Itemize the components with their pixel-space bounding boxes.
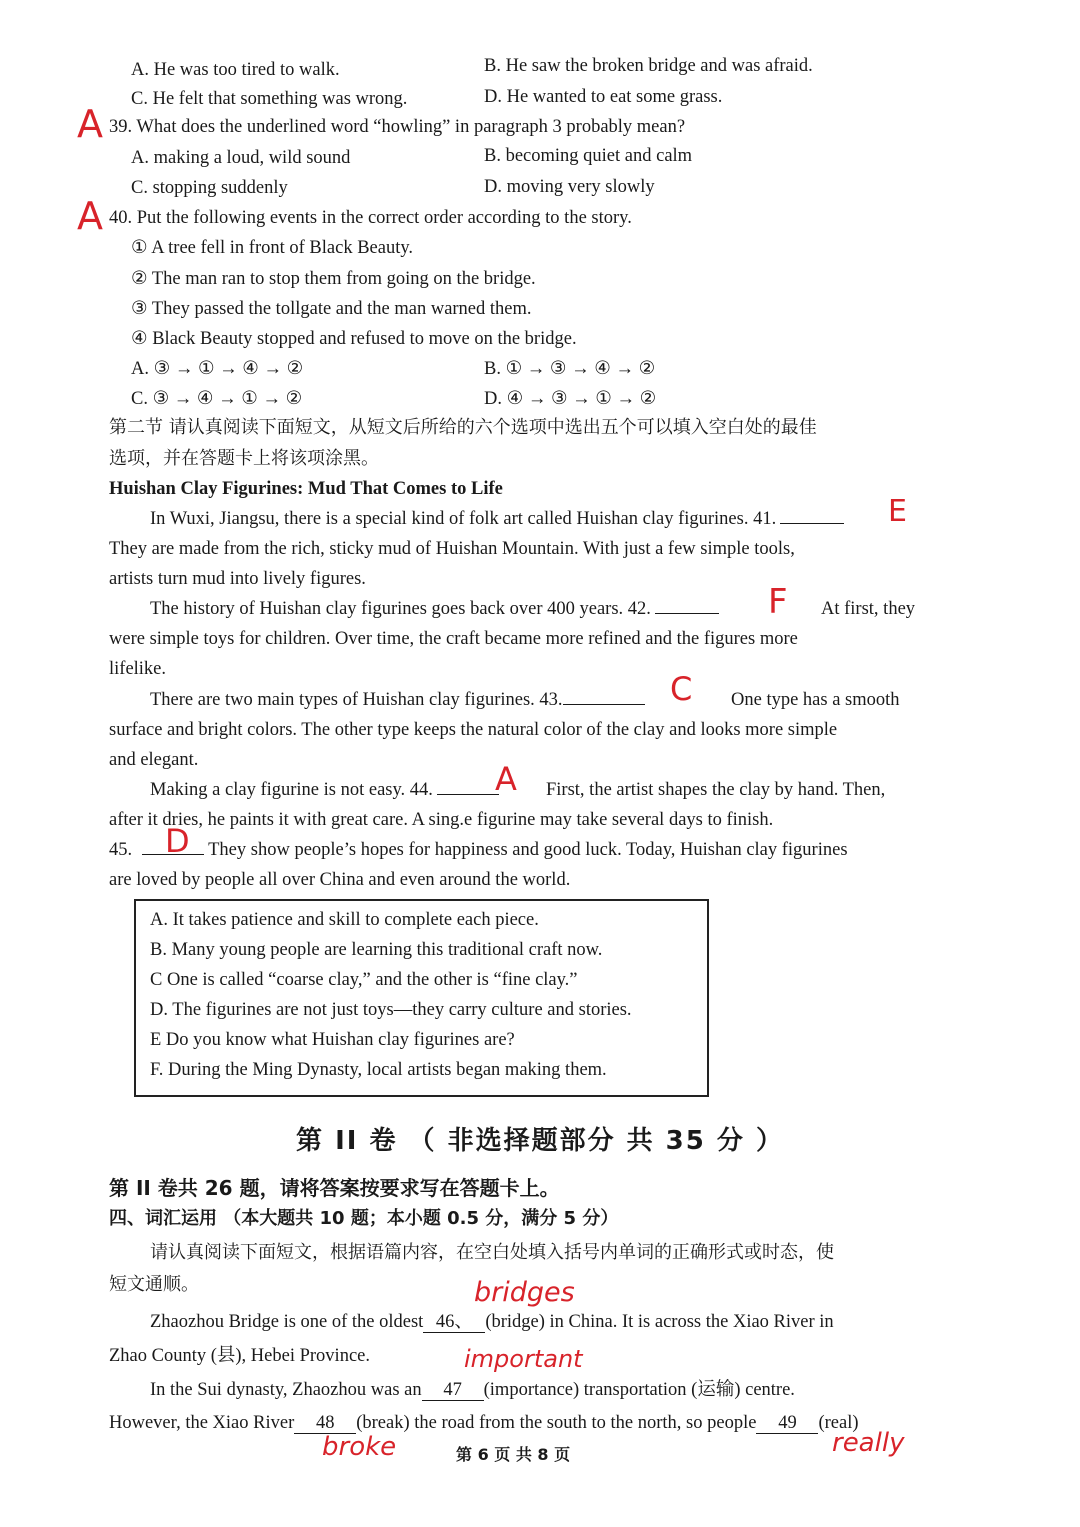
p1-line2-text: They are made from the rich, sticky mud of Huishan Mountain. With just a few simple tools, bbox=[109, 539, 795, 559]
blank-48: 48 bbox=[294, 1413, 356, 1434]
q40-option-d: D. ④ → ③ → ① → ② bbox=[484, 389, 657, 409]
section2-instruction-line1: 第二节 请认真阅读下面短文，从短文后所给的六个选项中选出五个可以填入空白处的最佳 bbox=[109, 417, 817, 438]
blank-41 bbox=[780, 523, 844, 524]
q40-event-4: ④ Black Beauty stopped and refused to move on the bridge. bbox=[131, 329, 577, 349]
zhaozhou-line3-a: In the Sui dynasty, Zhaozhou was an bbox=[150, 1380, 422, 1400]
section4-instruction-line1: 请认真阅读下面短文，根据语篇内容，在空白处填入括号内单词的正确形式或时态，使 bbox=[150, 1242, 834, 1263]
p4-text: Making a clay figurine is not easy. 44. bbox=[150, 780, 433, 800]
zhaozhou-line3 bbox=[150, 1378, 795, 1402]
zhaozhou-line1-b: (bridge) in China. It is across the Xiao River in bbox=[485, 1312, 834, 1332]
p1-line3: artists turn mud into lively figures. bbox=[109, 569, 366, 589]
zhaozhou-line2: Zhao County (县), Hebei Province. bbox=[109, 1346, 370, 1366]
p4-line1-end: First, the artist shapes the clay by hand. Then, bbox=[546, 780, 886, 800]
q39-option-b: B. becoming quiet and calm bbox=[484, 146, 693, 166]
q38-option-c: C. He felt that something was wrong. bbox=[131, 89, 408, 109]
blank-43 bbox=[563, 704, 645, 705]
q38-option-d: D. He wanted to eat some grass. bbox=[484, 87, 723, 107]
q45-number: 45. bbox=[109, 840, 133, 860]
zhaozhou-line1 bbox=[150, 1310, 834, 1334]
options-box bbox=[134, 899, 709, 1097]
q40-option-a: A. ③ → ① → ④ → ② bbox=[131, 359, 304, 379]
zhaozhou-line4-c: (real) bbox=[818, 1413, 859, 1433]
box-option-b: B. Many young people are learning this traditional craft now. bbox=[150, 940, 603, 960]
q39-option-c: C. stopping suddenly bbox=[131, 178, 288, 198]
box-option-f: F. During the Ming Dynasty, local artists began making them. bbox=[150, 1060, 607, 1080]
answer-49: really bbox=[832, 1428, 905, 1458]
box-option-d: D. The figurines are not just toys—they carry culture and stories. bbox=[150, 1000, 632, 1020]
q39-option-d: D. moving very slowly bbox=[484, 177, 655, 197]
q40-stem: 40. Put the following events in the correct order according to the story. bbox=[109, 208, 632, 228]
zhaozhou-line4 bbox=[109, 1411, 859, 1435]
page-number: 第 6 页 共 8 页 bbox=[456, 1445, 571, 1464]
p4-line2: after it dries, he paints it with great care. A sing.e figurine may take several days to finish. bbox=[109, 810, 774, 830]
p2-line1 bbox=[150, 597, 719, 621]
p1-text: In Wuxi, Jiangsu, there is a special kind of folk art called Huishan clay figurines. 41. bbox=[150, 509, 777, 529]
zhaozhou-line4-a: However, the Xiao River bbox=[109, 1413, 295, 1433]
part2-title: 第 II 卷 （ 非选择题部分 共 35 分 ） bbox=[296, 1126, 784, 1156]
q40-event-1: ① A tree fell in front of Black Beauty. bbox=[131, 238, 414, 258]
p5-text: They show people’s hopes for happiness and good luck. Today, Huishan clay figurines bbox=[208, 840, 848, 860]
p2-text: The history of Huishan clay figurines goes back over 400 years. 42. bbox=[150, 599, 651, 619]
zhaozhou-line3-b: (importance) transportation (运输) centre. bbox=[483, 1380, 795, 1400]
passage-title: Huishan Clay Figurines: Mud That Comes to Life bbox=[109, 479, 503, 499]
part2-subtitle: 第 II 卷共 26 题，请将答案按要求写在答题卡上。 bbox=[109, 1176, 560, 1200]
blank-46: 46、 bbox=[423, 1312, 485, 1333]
answer-42: F bbox=[768, 582, 788, 622]
p3-line3: and elegant. bbox=[109, 750, 199, 770]
box-option-a: A. It takes patience and skill to complete each piece. bbox=[150, 910, 539, 930]
q38-option-a: A. He was too tired to walk. bbox=[131, 60, 340, 80]
p2-line1-end: At first, they bbox=[821, 599, 916, 619]
answer-44: A bbox=[495, 760, 517, 798]
p4-line1 bbox=[150, 778, 499, 802]
p3-line1 bbox=[150, 688, 645, 712]
answer-47: important bbox=[464, 1345, 583, 1373]
answer-45: D bbox=[165, 822, 190, 860]
answer-46: bridges bbox=[474, 1277, 575, 1308]
q40-event-2: ② The man ran to stop them from going on the bridge. bbox=[131, 269, 536, 289]
section4-heading: 四、词汇运用 （本大题共 10 题；本小题 0.5 分，满分 5 分） bbox=[109, 1208, 619, 1229]
answer-48: broke bbox=[322, 1432, 397, 1462]
blank-47: 47 bbox=[422, 1380, 484, 1401]
p3-line2: surface and bright colors. The other type keeps the natural color of the clay and looks more simple bbox=[109, 720, 838, 740]
section2-instruction-line2: 选项，并在答题卡上将该项涂黑。 bbox=[109, 448, 379, 469]
q38-option-b: B. He saw the broken bridge and was afraid. bbox=[484, 56, 813, 76]
p3-line1-end: One type has a smooth bbox=[731, 690, 900, 710]
q40-option-b: B. ① → ③ → ④ → ② bbox=[484, 359, 656, 379]
answer-43: C bbox=[670, 670, 693, 708]
blank-49: 49 bbox=[756, 1413, 818, 1434]
q40-handwritten-answer: A bbox=[77, 194, 103, 238]
p1-line2 bbox=[109, 537, 932, 561]
answer-41: E bbox=[888, 494, 907, 529]
p5-line2: are loved by people all over China and even around the world. bbox=[109, 870, 571, 890]
zhaozhou-line1-a: Zhaozhou Bridge is one of the oldest bbox=[150, 1312, 424, 1332]
zhaozhou-line4-b: (break) the road from the south to the north, so people bbox=[356, 1413, 757, 1433]
q39-stem: 39. What does the underlined word “howling” in paragraph 3 probably mean? bbox=[109, 117, 686, 137]
blank-44 bbox=[437, 794, 499, 795]
q40-event-3: ③ They passed the tollgate and the man warned them. bbox=[131, 299, 532, 319]
blank-42 bbox=[655, 613, 719, 614]
section4-instruction-line2: 短文通顺。 bbox=[109, 1274, 199, 1295]
q39-handwritten-answer: A bbox=[77, 102, 103, 146]
q40-option-c: C. ③ → ④ → ① → ② bbox=[131, 389, 303, 409]
box-option-c: C One is called “coarse clay,” and the other is “fine clay.” bbox=[150, 970, 578, 990]
p2-line2: were simple toys for children. Over time, the craft became more refined and the figures more bbox=[109, 629, 798, 649]
p3-text: There are two main types of Huishan clay figurines. 43. bbox=[150, 690, 563, 710]
box-option-e: E Do you know what Huishan clay figurines are? bbox=[150, 1030, 515, 1050]
q39-option-a: A. making a loud, wild sound bbox=[131, 148, 351, 168]
p5-line1 bbox=[109, 838, 848, 862]
p1-line1 bbox=[150, 507, 844, 531]
p2-line3: lifelike. bbox=[109, 659, 167, 679]
